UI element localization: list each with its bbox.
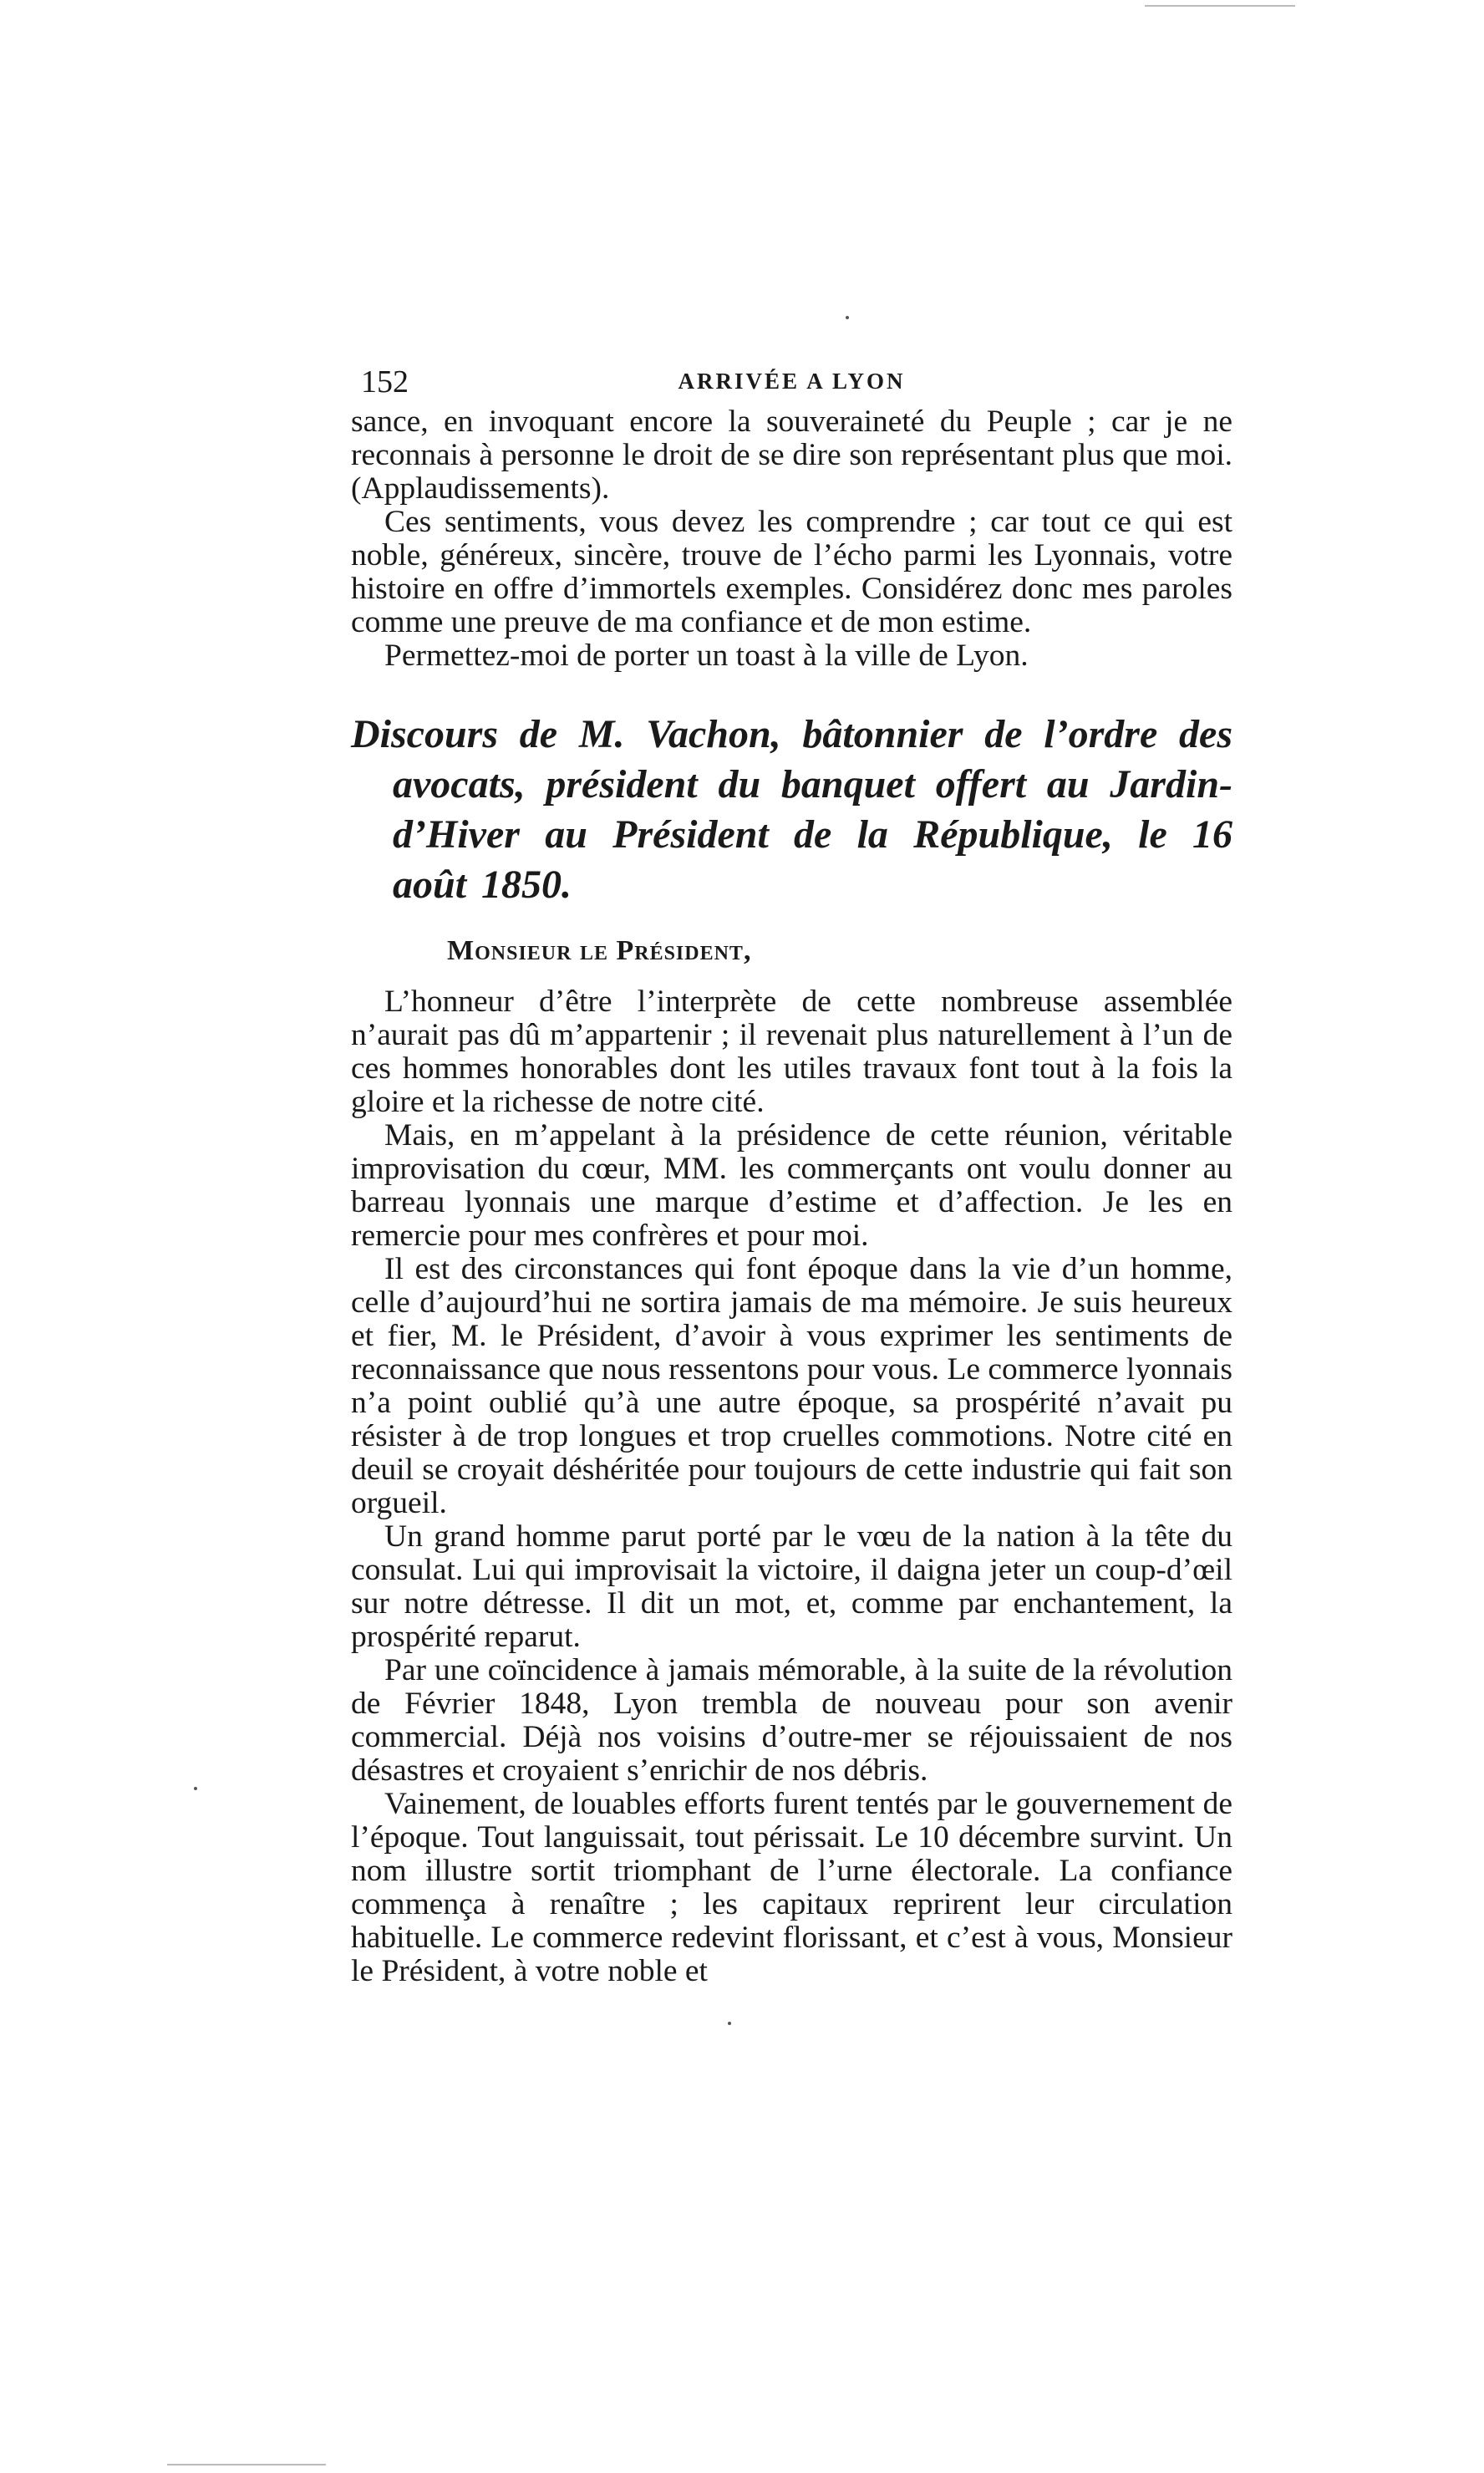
speech-paragraph: L’honneur d’être l’interprète de cette nombreuse assemblée n’aurait pas dû m’appartenir ; il revenait plus naturellement à l’un de ces hommes honorables dont les utiles travaux font tout à la fois la gloire et la richesse de notre cité. bbox=[351, 985, 1232, 1119]
scan-edge-top bbox=[1145, 5, 1295, 7]
intro-paragraph: Ces sentiments, vous devez les comprendre ; car tout ce qui est noble, généreux, sincère, trouve de l’écho parmi les Lyonnais, votre histoire en offre d’immortels exemples. Considérez donc mes paroles comme une preuve de ma confiance et de mon estime. bbox=[351, 505, 1232, 639]
intro-paragraph: Permettez-moi de porter un toast à la ville de Lyon. bbox=[384, 639, 1029, 673]
scan-edge-bottom bbox=[167, 2464, 326, 2465]
running-head-title: ARRIVÉE A LYON bbox=[678, 369, 906, 394]
speech-paragraph: Vainement, de louables efforts furent tentés par le gouvernement de l’époque. Tout languissait, tout périssait. Le 10 décembre survint. Un nom illustre sortit triomphant de l’urne électorale. La confiance commença à renaître ; les capitaux reprirent leur circulation habituelle. Le commerce redevint florissant, et c’est à vous, Monsieur le Président, à votre noble et bbox=[351, 1787, 1232, 1988]
speech-salutation: Monsieur le Président, bbox=[447, 935, 752, 966]
book-page bbox=[351, 364, 1232, 1988]
speech-paragraph: Un grand homme parut porté par le vœu de la nation à la tête du consulat. Lui qui improvisait la victoire, il daigna jeter un coup-d’œil sur notre détresse. Il dit un mot, et, comme par enchantement, la prospérité reparut. bbox=[351, 1519, 1232, 1654]
speech-paragraph: Par une coïncidence à jamais mémorable, à la suite de la révolution de Février 1848, Lyon trembla de nouveau pour son avenir commercial. Déjà nos voisins d’outre-mer se réjouissaient de nos désastres et croyaient s’enrichir de nos débris. bbox=[351, 1653, 1232, 1788]
speck-left bbox=[194, 1787, 197, 1790]
speech-paragraph: Mais, en m’appelant à la présidence de cette réunion, véritable improvisation du cœur, MM. les commerçants ont voulu donner au barreau lyonnais une marque d’estime et d’affection. Je les en remercie pour mes confrères et pour moi. bbox=[351, 1118, 1232, 1253]
page-number: 152 bbox=[361, 364, 409, 399]
intro-paragraph: sance, en invoquant encore la souveraineté du Peuple ; car je ne reconnais à personne le droit de se dire son représentant plus que moi. (Applaudissements). bbox=[351, 405, 1232, 506]
speck-bottom bbox=[728, 2022, 731, 2025]
speck-top bbox=[846, 316, 849, 319]
speech-paragraph: Il est des circonstances qui font époque dans la vie d’un homme, celle d’aujourd’hui ne sortira jamais de ma mémoire. Je suis heureux et fier, M. le Président, d’avoir à vous exprimer les sentiments de reconnaissance que nous ressentons pour vous. Le commerce lyonnais n’a point oublié qu’à une autre époque, sa prospérité n’avait pu résister à de trop longues et trop cruelles commotions. Notre cité en deuil se croyait déshéritée pour toujours de cette industrie qui fait son orgueil. bbox=[351, 1252, 1232, 1520]
running-head bbox=[351, 364, 1232, 405]
speech-heading: Discours de M. Vachon, bâtonnier de l’ordre des avocats, président du banquet offert au Jardin-d’Hiver au Président de la République, le 16 août 1850. bbox=[351, 712, 1232, 907]
